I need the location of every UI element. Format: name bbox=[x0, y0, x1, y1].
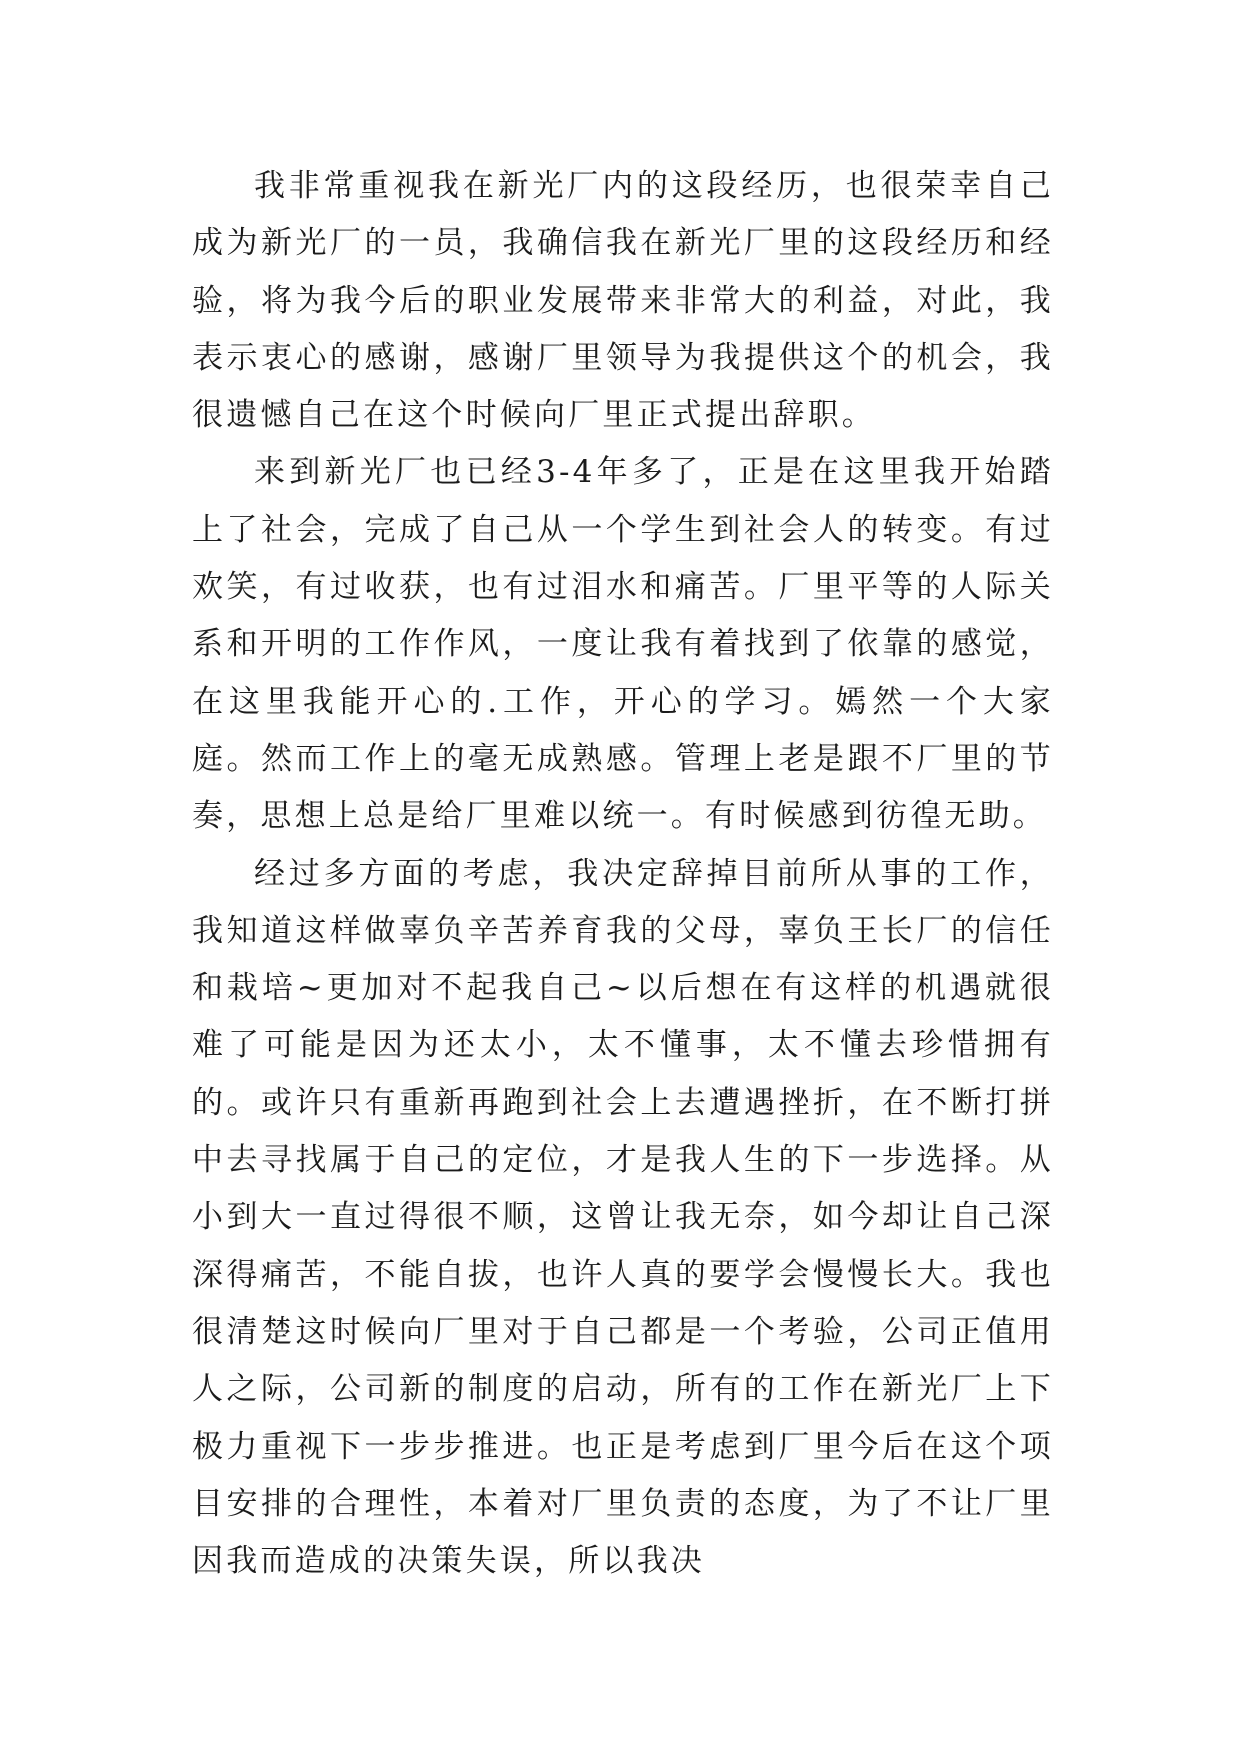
paragraph-1: 我非常重视我在新光厂内的这段经历，也很荣幸自己成为新光厂的一员，我确信我在新光厂里的这段经历和经验，将为我今后的职业发展带来非常大的利益，对此，我表示衷心的感谢，感谢厂里领导为我提供这个的机会，我很遗憾自己在这个时候向厂里正式提出辞职。 bbox=[192, 168, 1054, 434]
paragraph-2: 来到新光厂也已经3-4年多了，正是在这里我开始踏上了社会，完成了自己从一个学生到社会人的转变。有过欢笑，有过收获，也有过泪水和痛苦。厂里平等的人际关系和开明的工作作风，一度让我有着找到了依靠的感觉，在这里我能开心的.工作，开心的学习。嫣然一个大家庭。然而工作上的毫无成熟感。管理上老是跟不厂里的节奏，思想上总是给厂里难以统一。有时候感到彷徨无助。 bbox=[192, 454, 1054, 835]
paragraph-3: 经过多方面的考虑，我决定辞掉目前所从事的工作，我知道这样做辜负辛苦养育我的父母，辜负王长厂的信任和栽培~更加对不起我自己~以后想在有这样的机遇就很难了可能是因为还太小，太不懂事，太不懂去珍惜拥有的。或许只有重新再跑到社会上去遭遇挫折，在不断打拼中去寻找属于自己的定位，才是我人生的下一步选择。从小到大一直过得很不顺，这曾让我无奈，如今却让自己深深得痛苦，不能自拔，也许人真的要学会慢慢长大。我也很清楚这时候向厂里对于自己都是一个考验，公司正值用人之际，公司新的制度的启动，所有的工作在新光厂上下极力重视下一步步推进。也正是考虑到厂里今后在这个项目安排的合理性，本着对厂里负责的态度，为了不让厂里因我而造成的决策失误，所以我决 bbox=[192, 855, 1054, 1580]
document-body bbox=[192, 158, 1054, 1590]
